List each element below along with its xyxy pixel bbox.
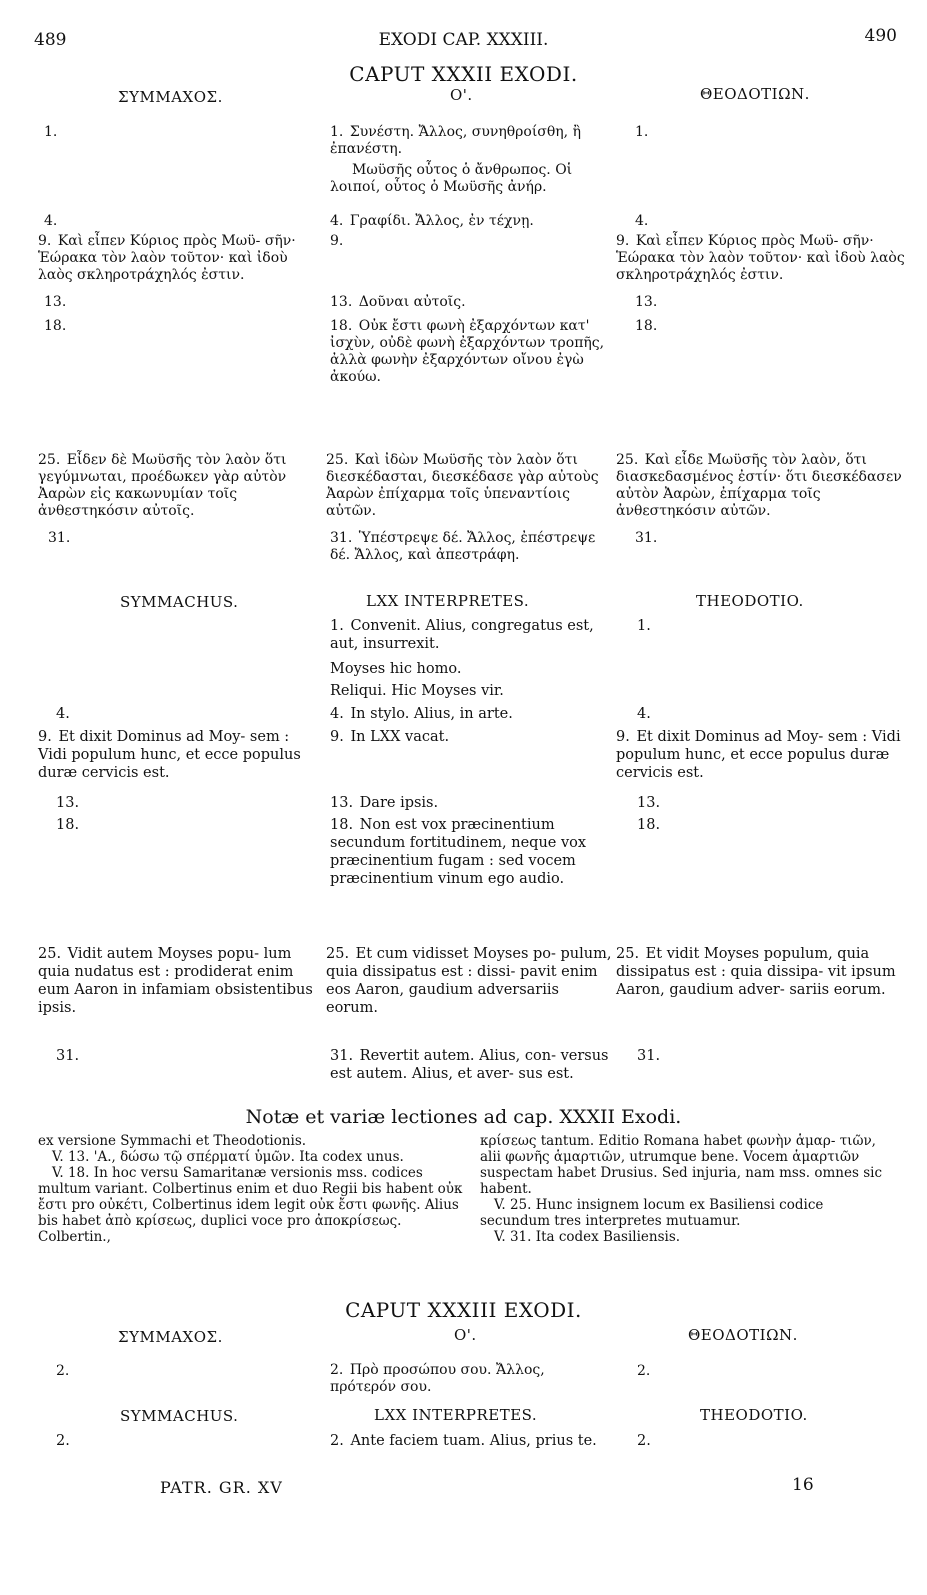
note-paragraph: κρίσεως tantum. Editio Romana habet φωνὴν ἁμαρ- τιῶν, alii φωνῆς ἁμαρτιῶν, utrumque bene. Vocem ἁμαρτιῶν suspectam habet Drusius. Sed injuria, nam mss. omnes sic habent. — [480, 1133, 883, 1197]
c33-latin-sym-v2: 2. — [56, 1433, 70, 1449]
greek-lxx-v1b: Μωϋσῆς οὗτος ὁ ἄνθρωπος. Οἱ λοιποί, οὗτος ὁ Μωϋσῆς ἀνήρ. — [330, 162, 573, 195]
c33-greek-symmachus-title: ΣΥΜΜΑΧΟΣ. — [118, 1328, 223, 1346]
greek-lxx-v31: 31. Ὑπέστρεψε δέ. Ἄλλος, ἐπέστρεψε δέ. Ἄλλος, καὶ ἀπεστράφη. — [330, 530, 596, 563]
greek-theo-v18: 18. — [635, 318, 658, 334]
greek-lxx-title: Ο'. — [450, 86, 473, 104]
greek-lxx-v9: 9. — [330, 233, 344, 249]
greek-lxx-v1: 1. Συνέστη. Ἄλλος, συνηθροίσθη, ἢ ἐπανέστη. — [330, 124, 581, 157]
greek-sym-v13: 13. — [44, 294, 67, 310]
greek-sym-v1: 1. — [44, 124, 58, 140]
latin-sym-v31: 31. — [56, 1048, 80, 1064]
c33-latin-lxx-v2: 2. Ante faciem tuam. Alius, prius te. — [330, 1433, 597, 1449]
latin-theo-v9: 9. Et dixit Dominus ad Moy- sem : Vidi populum hunc, et ecce populus duræ cervicis est. — [616, 729, 901, 781]
greek-theo-v31: 31. — [635, 530, 658, 546]
latin-lxx-title: LXX INTERPRETES. — [366, 592, 530, 610]
latin-lxx-v25: 25. Et cum vidisset Moyses po- pulum, quia dissipatus est : dissi- pavit enim eos Aaron, gaudium adversariis eorum. — [326, 946, 612, 1016]
latin-lxx-v1: 1. Convenit. Alius, congregatus est, aut, insurrexit. — [330, 618, 594, 652]
latin-theodotio-title: THEODOTIO. — [696, 592, 804, 610]
greek-sym-v4: 4. — [44, 213, 58, 229]
latin-symmachus-title: SYMMACHUS. — [120, 593, 239, 611]
chapter-32-title: CAPUT XXXII EXODI. — [349, 62, 578, 86]
latin-sym-v25: 25. Vidit autem Moyses popu- lum quia nudatus est : prodiderat enim eum Aaron in infamiam obsistentibus ipsis. — [38, 946, 313, 1016]
note-paragraph: V. 13. 'Α., δώσω τῷ σπέρματί ὑμῶν. Ita codex unus. — [52, 1149, 404, 1165]
latin-theo-v25: 25. Et vidit Moyses populum, quia dissipatus est : quia dissipa- vit ipsum Aaron, gaudium adver- sariis eorum. — [616, 946, 896, 998]
latin-sym-v9: 9. Et dixit Dominus ad Moy- sem : Vidi populum hunc, et ecce populus duræ cervicis est. — [38, 729, 301, 781]
greek-symmachus-title: ΣΥΜΜΑΧΟΣ. — [118, 88, 223, 106]
chapter-33-title: CAPUT XXXIII EXODI. — [345, 1298, 582, 1322]
c33-greek-theodotion-title: ΘΕΟΔΟΤΙΩΝ. — [688, 1326, 798, 1344]
latin-sym-v4: 4. — [56, 706, 70, 722]
latin-lxx-v9: 9. In LXX vacat. — [330, 729, 450, 745]
greek-lxx-v4: 4. Γραφίδι. Ἄλλος, ἐν τέχνῃ. — [330, 213, 534, 229]
latin-sym-v18: 18. — [56, 817, 80, 833]
c33-latin-theodotio-title: THEODOTIO. — [700, 1406, 808, 1424]
latin-theo-v4: 4. — [637, 706, 651, 722]
latin-theo-v1: 1. — [637, 618, 651, 634]
running-title: EXODI CAP. XXXIII. — [378, 30, 549, 50]
greek-sym-v31: 31. — [48, 530, 71, 546]
footer-signature: PATR. GR. XV — [160, 1478, 283, 1497]
greek-theodotion-title: ΘΕΟΔΟΤΙΩΝ. — [700, 85, 810, 103]
c33-greek-sym-v2: 2. — [56, 1363, 70, 1379]
greek-sym-v9: 9. Καὶ εἶπεν Κύριος πρὸς Μωϋ- σῆν· Ἑώρακα τὸν λαὸν τοῦτον· καὶ ἰδοὺ λαὸς σκληροτράχηλός ἐστιν. — [38, 233, 296, 283]
note-paragraph: V. 31. Ita codex Basiliensis. — [494, 1229, 681, 1245]
greek-lxx-v18: 18. Οὐκ ἔστι φωνὴ ἐξαρχόντων κατ' ἰσχὺν, οὐδὲ φωνὴ ἐξαρχόντων τροπῆς, ἀλλὰ φωνὴν ἐξαρχόντων οἴνου ἐγὼ ἀκούω. — [330, 318, 605, 385]
note-paragraph: ex versione Symmachi et Theodotionis. — [38, 1133, 307, 1149]
notes-right-column — [480, 1133, 890, 1245]
greek-theo-v4: 4. — [635, 213, 649, 229]
note-paragraph: V. 25. Hunc insignem locum ex Basiliensi codice secundum tres interpretes mutuamur. — [480, 1197, 824, 1229]
greek-lxx-v13: 13. Δοῦναι αὐτοῖς. — [330, 294, 466, 310]
greek-sym-v25: 25. Εἶδεν δὲ Μωϋσῆς τὸν λαὸν ὅτι γεγύμνωται, προέδωκεν γὰρ αὐτὸν Ἀαρὼν εἰς κακωνυμίαν τοῖς ἀνθεστηκόσιν αὐτοῖς. — [38, 452, 287, 519]
latin-theo-v31: 31. — [637, 1048, 661, 1064]
latin-lxx-v1b: Moyses hic homo. — [330, 661, 462, 677]
page-number-right: 490 — [864, 26, 897, 46]
note-paragraph: V. 18. In hoc versu Samaritanæ versionis mss. codices multum variant. Colbertinus enim et duo Regii bis habent οὐκ ἔστι pro οὐκέτι, Colbertinus idem legit οὐκ ἔστι φωνῆς. Alius bis habet ἀπὸ κρίσεως, duplici voce pro ἀποκρίσεως. Colbertin., — [38, 1165, 463, 1245]
notes-left-column — [38, 1133, 463, 1245]
latin-lxx-v1c: Reliqui. Hic Moyses vir. — [330, 683, 504, 699]
latin-theo-v13: 13. — [637, 795, 661, 811]
latin-lxx-v18: 18. Non est vox præcinentium secundum fortitudinem, neque vox præcinentium fugam : sed vocem præcinentium vinum ego audio. — [330, 817, 587, 887]
greek-theo-v25: 25. Καὶ εἶδε Μωϋσῆς τὸν λαὸν, ὅτι διασκεδασμένος ἐστίν· ὅτι διεσκέδασεν αὐτὸν Ἀαρὼν, ἐπίχαρμα τοῖς ἀνθεστηκόσιν αὐτῶν. — [616, 452, 902, 519]
latin-lxx-v31: 31. Revertit autem. Alius, con- versus est autem. Alius, et aver- sus est. — [330, 1048, 609, 1082]
footer-sheet-number: 16 — [792, 1475, 814, 1495]
c33-greek-theo-v2: 2. — [637, 1363, 651, 1379]
page-number-left: 489 — [34, 30, 67, 50]
greek-theo-v9: 9. Καὶ εἶπεν Κύριος πρὸς Μωϋ- σῆν· Ἑώρακα τὸν λαὸν τοῦτον· καὶ ἰδοὺ λαὸς σκληροτράχηλός ἐστιν. — [616, 233, 905, 283]
greek-sym-v18: 18. — [44, 318, 67, 334]
greek-lxx-v25: 25. Καὶ ἰδὼν Μωϋσῆς τὸν λαὸν ὅτι διεσκέδασται, διεσκέδασε γὰρ αὐτοὺς Ἀαρὼν ἐπίχαρμα τοῖς ὑπεναντίοις αὐτῶν. — [326, 452, 599, 519]
latin-theo-v18: 18. — [637, 817, 661, 833]
c33-greek-lxx-title: Ο'. — [454, 1326, 477, 1344]
c33-latin-lxx-title: LXX INTERPRETES. — [374, 1406, 538, 1424]
notes-title: Notæ et variæ lectiones ad cap. XXXII Exodi. — [245, 1106, 682, 1128]
c33-latin-theo-v2: 2. — [637, 1433, 651, 1449]
greek-theo-v13: 13. — [635, 294, 658, 310]
greek-theo-v1: 1. — [635, 124, 649, 140]
latin-sym-v13: 13. — [56, 795, 80, 811]
c33-latin-symmachus-title: SYMMACHUS. — [120, 1407, 239, 1425]
latin-lxx-v4: 4. In stylo. Alius, in arte. — [330, 706, 513, 722]
latin-lxx-v13: 13. Dare ipsis. — [330, 795, 439, 811]
c33-greek-lxx-v2: 2. Πρὸ προσώπου σου. Ἄλλος, πρότερόν σου. — [330, 1362, 545, 1395]
